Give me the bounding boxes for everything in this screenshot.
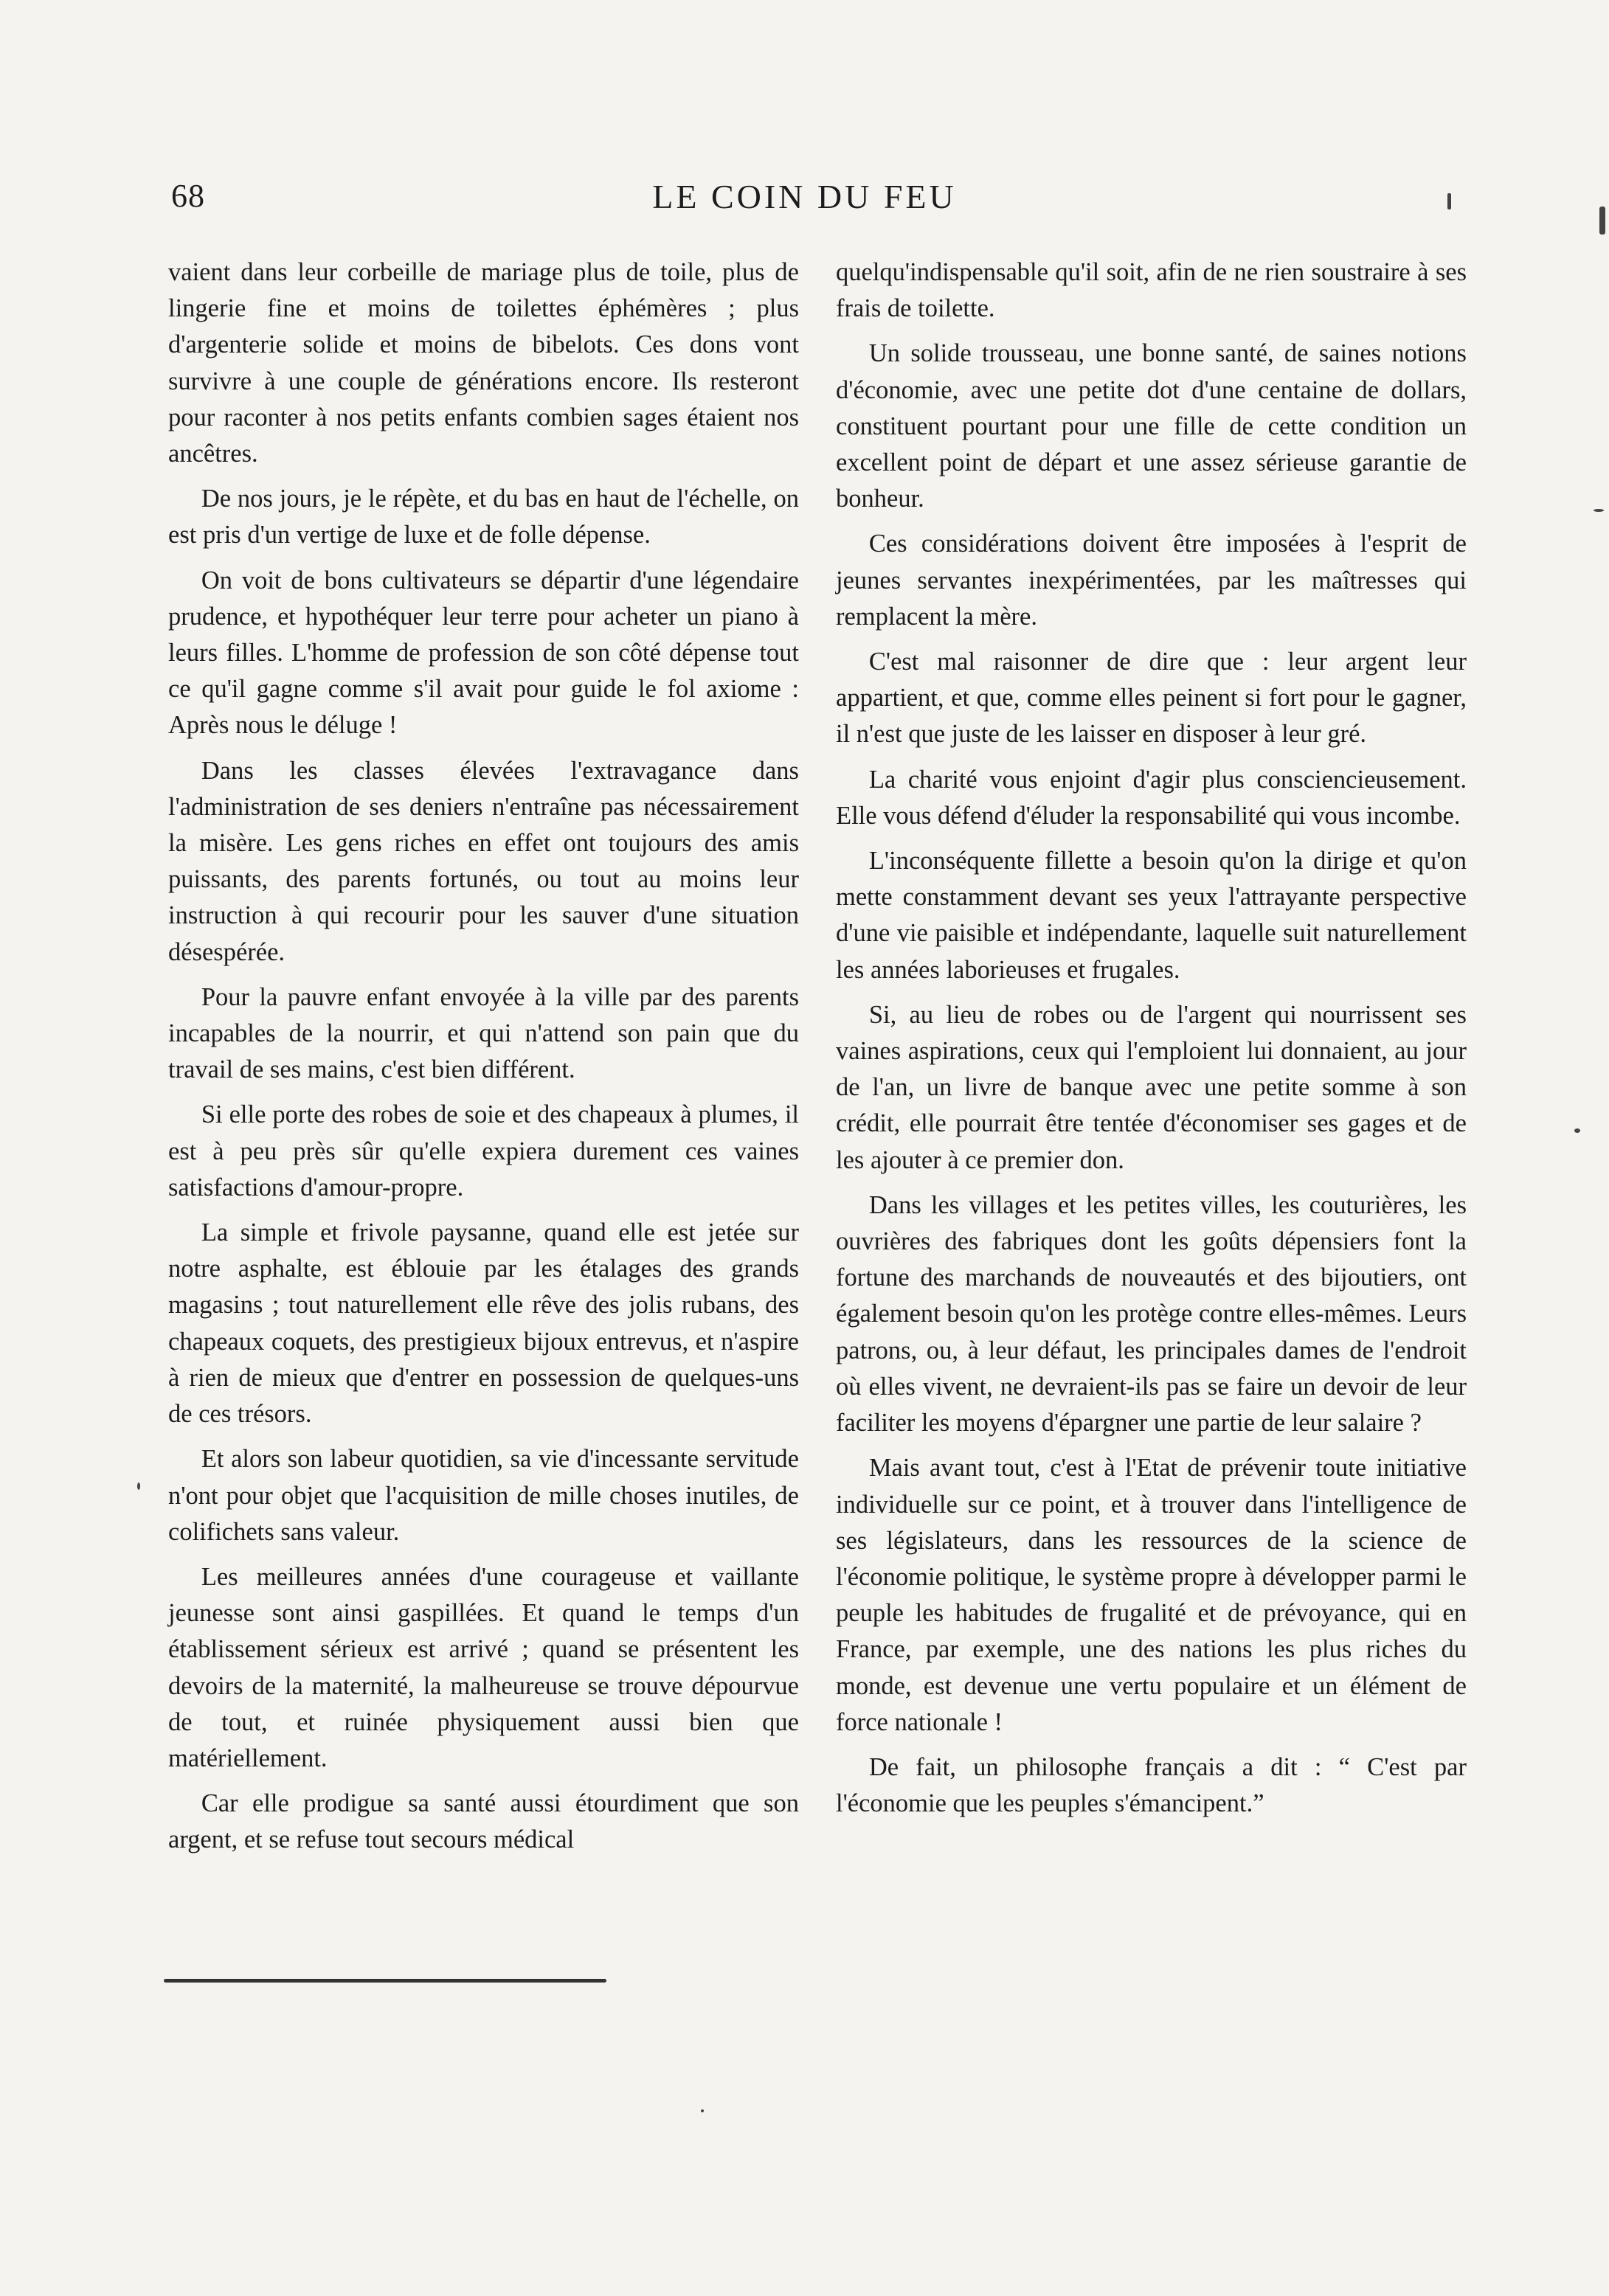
paragraph: De nos jours, je le répète, et du bas en haut de l'échelle, on est pris d'un vertige de luxe et de folle dépense. <box>168 485 799 549</box>
paragraph: Et alors son labeur quotidien, sa vie d'incessante servitude n'ont pour objet que l'acquisition de mille choses inutiles, de colifichets sans valeur. <box>168 1445 799 1546</box>
paragraph: L'inconséquente fillette a besoin qu'on la dirige et qu'on mette constamment devant ses yeux l'attrayante perspective d'une vie paisible et indépendante, laquelle suit naturellement les années laborieuses et frugales. <box>836 847 1467 984</box>
paragraph: Ces considérations doivent être imposées à l'esprit de jeunes servantes inexpérimentées, par les maîtresses qui remplacent la mère. <box>836 530 1467 631</box>
page-header <box>0 177 1609 229</box>
left-column <box>168 254 799 1859</box>
ink-speck <box>1599 207 1605 235</box>
paragraph: Dans les classes élevées l'extravagance dans l'administration de ses deniers n'entraîne pas nécessairement la misère. Les gens riches en effet ont toujours des amis puissants, des parents fortunés, ou tout au moins leur instruction à qui recourir pour les sauver d'une situation désespérée. <box>168 756 799 966</box>
right-column <box>836 254 1467 1822</box>
paragraph: Pour la pauvre enfant envoyée à la ville par des parents incapables de la nourrir, et qui n'attend son pain que du travail de ses mains, c'est bien différent. <box>168 982 799 1084</box>
paragraph: vaient dans leur corbeille de mariage plus de toile, plus de lingerie fine et moins de toilettes éphémères ; plus d'argenterie solide et moins de bibelots. Ces dons vont survivre à une couple de générations encore. Ils resteront pour raconter à nos petits enfants combien sages étaient nos ancêtres. <box>168 258 799 468</box>
ink-underline <box>164 1979 606 1983</box>
paragraph: De fait, un philosophe français a dit : “ C'est par l'économie que les peuples s'émancipent.” <box>836 1752 1467 1818</box>
paragraph: C'est mal raisonner de dire que : leur argent leur appartient, et que, comme elles peinent si fort pour le gagner, il n'est que juste de les laisser en disposer à leur gré. <box>836 648 1467 749</box>
paragraph: Car elle prodigue sa santé aussi étourdiment que son argent, et se refuse tout secours médical <box>168 1789 799 1854</box>
ink-speck <box>1574 1128 1580 1133</box>
ink-speck <box>1594 509 1604 512</box>
ink-speck <box>137 1482 140 1490</box>
paragraph: quelqu'indispensable qu'il soit, afin de ne rien soustraire à ses frais de toilette. <box>836 258 1467 323</box>
paragraph: Les meilleures années d'une courageuse et vaillante jeunesse sont ainsi gaspillées. Et quand le temps d'un établissement sérieux est arrivé ; quand se présentent les devoirs de la maternité, la malheureuse se trouve dépourvue de tout, et ruinée physiquement aussi bien que matériellement. <box>168 1562 799 1772</box>
paragraph: La simple et frivole paysanne, quand elle est jetée sur notre asphalte, est éblouie par les étalages des grands magasins ; tout naturellement elle rêve des jolis rubans, des chapeaux coquets, des prestigieux bijoux entrevus, et n'aspire à rien de mieux que d'entrer en possession de quelques-uns de ces trésors. <box>168 1218 799 1429</box>
ink-speck <box>701 2109 704 2112</box>
paragraph: Si elle porte des robes de soie et des chapeaux à plumes, il est à peu près sûr qu'elle expiera durement ces vaines satisfactions d'amour-propre. <box>168 1100 799 1201</box>
page-number: 68 <box>171 178 205 214</box>
paragraph: Dans les villages et les petites villes, les couturières, les ouvrières des fabriques dont les goûts dépensiers font la fortune des marchands de nouveautés et des bijoutiers, ont également besoin qu'on les protège contre elles-mêmes. Leurs patrons, ou, à leur défaut, les principales dames de l'endroit où elles vivent, ne devraient-ils pas se faire un devoir de leur faciliter les moyens d'épargner une partie de leur salaire ? <box>836 1190 1467 1437</box>
paragraph: Un solide trousseau, une bonne santé, de saines notions d'économie, avec une petite dot d'une centaine de dollars, constituent pourtant pour une fille de cette condition un excellent point de départ et une assez sérieuse garantie de bonheur. <box>836 339 1467 513</box>
running-title: LE COIN DU FEU <box>652 178 957 215</box>
paragraph: Si, au lieu de robes ou de l'argent qui nourrissent ses vaines aspirations, ceux qui l'emploient lui donnaient, au jour de l'an, un livre de banque avec une petite somme à son crédit, elle pourrait être tentée d'économiser ses gages et de les ajouter à ce premier don. <box>836 1000 1467 1174</box>
paragraph: La charité vous enjoint d'agir plus consciencieusement. Elle vous défend d'éluder la responsabilité qui vous incombe. <box>836 765 1467 830</box>
paragraph: Mais avant tout, c'est à l'Etat de prévenir toute initiative individuelle sur ce point, et à trouver dans l'intelligence de ses législateurs, dans les ressources de la science de l'économie politique, le système propre à développer parmi le peuple les habitudes de frugalité et de prévoyance, qui en France, par exemple, une des nations les plus riches du monde, est devenue une vertu populaire et un élément de force nationale ! <box>836 1454 1467 1736</box>
paragraph: On voit de bons cultivateurs se départir d'une légendaire prudence, et hypothéquer leur terre pour acheter un piano à leurs filles. L'homme de profession de son côté dépense tout ce qu'il gagne comme s'il avait pour guide le fol axiome : Après nous le déluge ! <box>168 566 799 740</box>
ink-speck <box>1447 193 1451 209</box>
